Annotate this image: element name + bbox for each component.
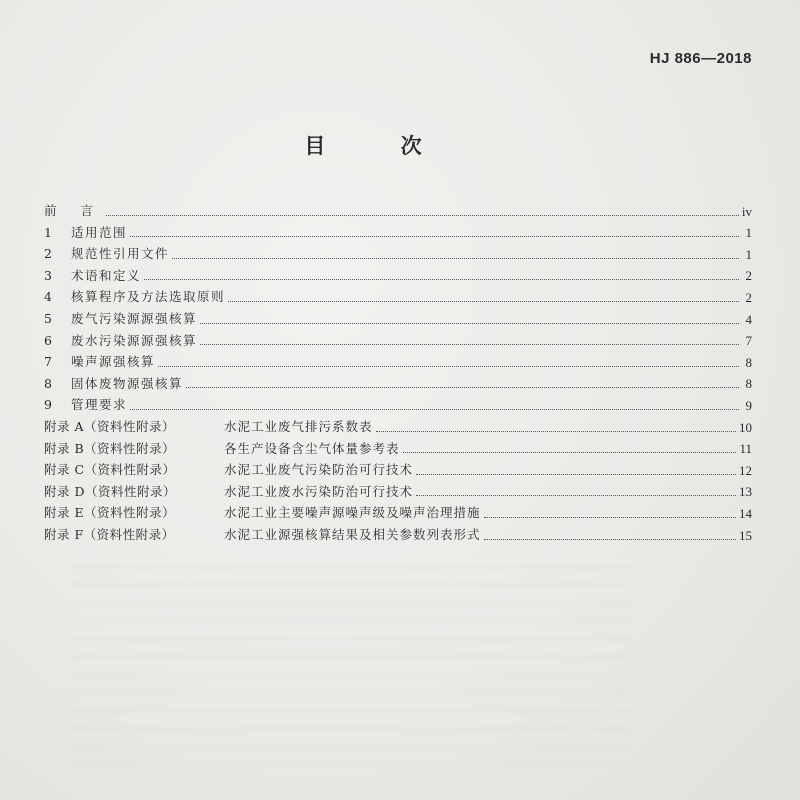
appendix-title: 水泥工业废水污染防治可行技术 <box>224 483 414 499</box>
toc-entry-label: 固体废物源强核算 <box>71 375 184 391</box>
toc-entry-number: 7 <box>44 354 52 370</box>
appendix-tag: 附录 A（资料性附录） <box>44 419 176 435</box>
toc-entry-section-8[interactable] <box>44 369 752 391</box>
toc-entry-label: 废气污染源源强核算 <box>71 311 198 327</box>
toc-entry-label: 噪声源强核算 <box>71 354 156 370</box>
dot-leader <box>172 258 739 259</box>
toc-entry-page: 12 <box>739 462 752 478</box>
toc-entry-page: 10 <box>739 419 752 435</box>
appendix-title: 各生产设备含尘气体量参考表 <box>224 440 400 456</box>
toc-entry-page: 4 <box>745 311 752 327</box>
dot-leader <box>130 236 739 237</box>
toc-entry-appendix-b[interactable] <box>44 434 752 456</box>
show-through-background <box>70 550 630 780</box>
dot-leader <box>200 323 739 324</box>
toc-entry-page: 14 <box>739 505 752 521</box>
dot-leader <box>416 495 736 496</box>
toc-entry-section-5[interactable] <box>44 304 752 326</box>
dot-leader <box>144 279 739 280</box>
toc-title: 目 次 <box>304 133 456 158</box>
toc-entry-section-1[interactable] <box>44 218 752 240</box>
toc-entry-page: 2 <box>745 268 752 284</box>
table-of-contents <box>44 196 752 542</box>
toc-entry-number: 8 <box>44 375 52 391</box>
toc-entry-label: 废水污染源源强核算 <box>71 332 198 348</box>
dot-leader <box>416 474 736 475</box>
appendix-title: 水泥工业废气污染防治可行技术 <box>224 462 414 478</box>
appendix-title: 水泥工业主要噪声源噪声级及噪声治理措施 <box>224 505 481 521</box>
toc-entry-page: 11 <box>739 441 752 457</box>
toc-entry-number: 1 <box>44 224 52 240</box>
dot-leader <box>484 517 736 518</box>
appendix-tag: 附录 D（资料性附录） <box>44 483 176 499</box>
toc-entry-page: 9 <box>745 397 752 413</box>
appendix-title: 水泥工业源强核算结果及相关参数列表形式 <box>224 527 481 542</box>
toc-entry-appendix-d[interactable] <box>44 477 752 499</box>
standard-code: HJ 886—2018 <box>649 50 752 67</box>
toc-entry-section-3[interactable] <box>44 261 752 283</box>
toc-entry-section-4[interactable] <box>44 282 752 304</box>
toc-entry-label: 管理要求 <box>71 397 128 413</box>
toc-entry-number: 6 <box>44 332 52 348</box>
dot-leader <box>376 431 736 432</box>
toc-entry-preface[interactable] <box>44 196 752 218</box>
toc-entry-page: 8 <box>745 354 752 370</box>
toc-entry-number: 5 <box>44 311 52 327</box>
toc-entry-section-2[interactable] <box>44 239 752 261</box>
dot-leader <box>403 452 737 453</box>
toc-entry-section-9[interactable] <box>44 390 752 412</box>
toc-entry-appendix-e[interactable] <box>44 498 752 520</box>
dot-leader <box>228 301 739 302</box>
toc-entry-appendix-f[interactable] <box>44 520 752 542</box>
toc-entry-number: 2 <box>44 246 52 262</box>
dot-leader <box>186 387 739 388</box>
toc-entry-number: 4 <box>44 289 52 305</box>
toc-entry-label: 核算程序及方法选取原则 <box>71 289 226 305</box>
appendix-tag: 附录 B（资料性附录） <box>44 440 176 456</box>
toc-entry-appendix-c[interactable] <box>44 455 752 477</box>
dot-leader <box>158 366 739 367</box>
toc-entry-appendix-a[interactable] <box>44 412 752 434</box>
appendix-title: 水泥工业废气排污系数表 <box>224 419 373 435</box>
toc-entry-page: iv <box>741 203 752 219</box>
dot-leader <box>484 539 736 540</box>
toc-entry-label: 术语和定义 <box>71 267 142 283</box>
toc-entry-page: 1 <box>745 246 752 262</box>
toc-entry-page: 13 <box>739 484 752 500</box>
toc-entry-label: 适用范围 <box>71 224 128 240</box>
toc-entry-page: 2 <box>745 289 752 305</box>
dot-leader <box>200 344 739 345</box>
toc-entry-section-6[interactable] <box>44 326 752 348</box>
dot-leader <box>106 215 739 216</box>
dot-leader <box>130 409 739 410</box>
toc-entry-number: 9 <box>44 397 52 413</box>
toc-entry-page: 15 <box>739 527 752 543</box>
appendix-tag: 附录 E（资料性附录） <box>44 505 176 521</box>
toc-entry-section-7[interactable] <box>44 347 752 369</box>
toc-entry-label: 规范性引用文件 <box>71 246 170 262</box>
toc-entry-number: 3 <box>44 267 52 283</box>
toc-entry-page: 1 <box>745 225 752 241</box>
toc-entry-page: 7 <box>745 333 752 349</box>
toc-entry-label: 前 言 <box>44 203 103 219</box>
appendix-tag: 附录 F（资料性附录） <box>44 527 175 542</box>
toc-entry-page: 8 <box>745 376 752 392</box>
appendix-tag: 附录 C（资料性附录） <box>44 462 176 478</box>
